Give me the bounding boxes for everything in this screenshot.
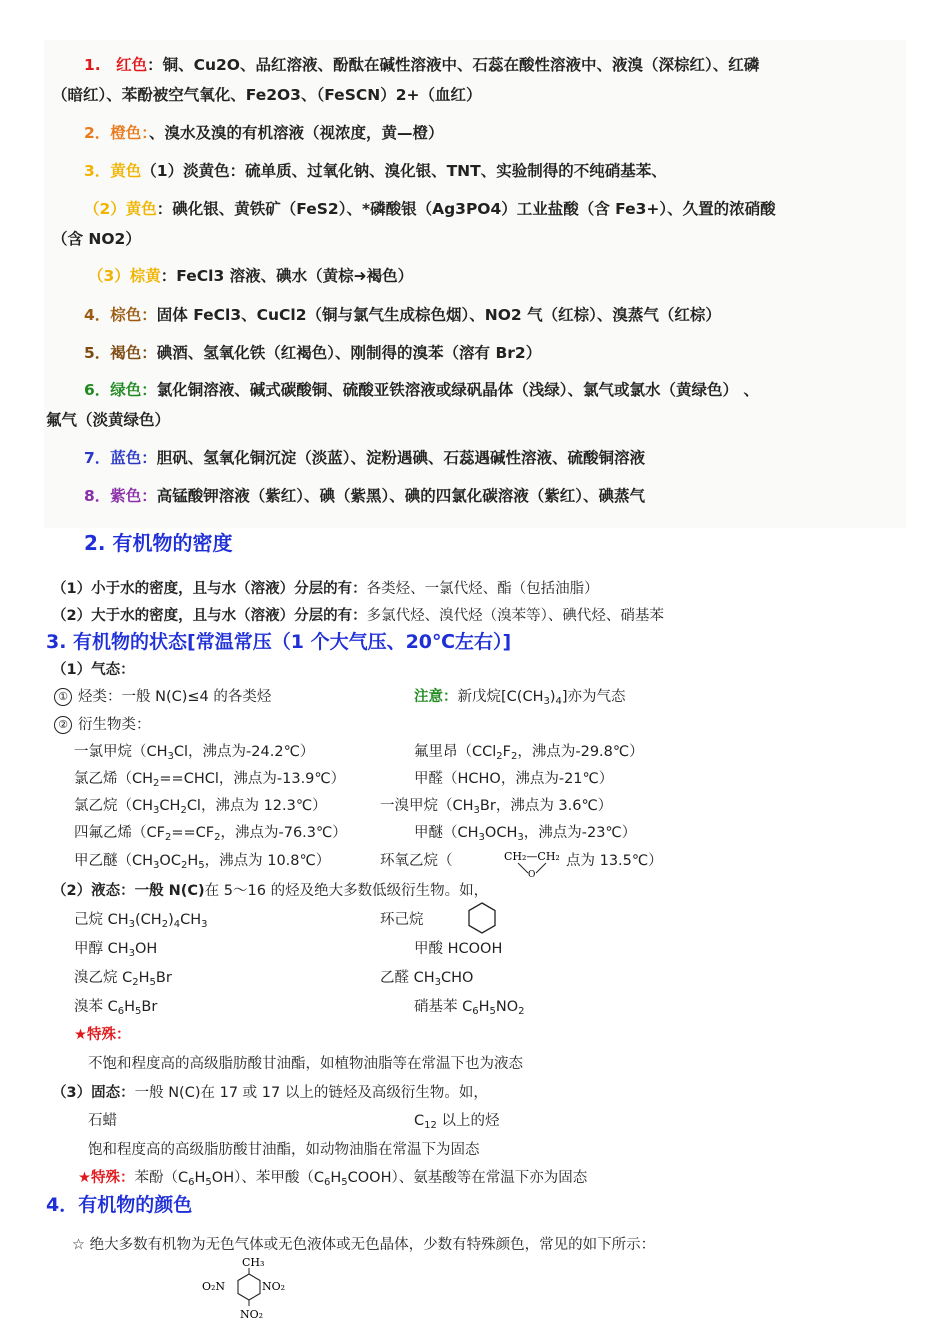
color-item-orange <box>84 121 444 143</box>
acetaldehyde-text: 乙醛 CH <box>380 970 435 986</box>
item-text: 胆矾、氢氧化铜沉淀（淡蓝）、淀粉遇碘、石蕊遇碱性溶液、硫酸铜溶液 <box>156 449 646 467</box>
color-item-yellow-2 <box>84 197 776 219</box>
note-text: 新戊烷[C(CH <box>457 689 544 705</box>
item-text: （1）淡黄色：硫单质、过氧化钠、溴化银、TNT、实验制得的不纯硝基苯、 <box>141 162 667 180</box>
color-item-yellow-2-cont: （含 NO2） <box>52 230 141 248</box>
liquid-bromobenzene: 溴苯 $C_6H_5Br$ <box>74 999 158 1017</box>
special-text: OH）、苯甲酸（C <box>211 1170 324 1186</box>
color-label-brownish-yellow: （3）棕黄 <box>88 267 161 285</box>
solid-saturated: 饱和程度高的高级脂肪酸甘油酯，如动物油脂在常温下为固态 <box>88 1142 480 1158</box>
density-text: 各类烃、一氯代烃、酯（包括油脂） <box>366 581 599 597</box>
ring-formula: CH₂—CH₂ <box>504 850 560 863</box>
item-text: 固体 FeCl3、CuCl2（铜与氯气生成棕色烟）、NO2 气（红棕）、溴蒸气（红棕） <box>156 306 721 324</box>
liquid-methanol: 甲醇 $CH_3OH$ <box>74 941 158 959</box>
color-label-yellow: 3．黄色 <box>84 162 142 180</box>
color-item-green <box>84 378 759 400</box>
solid-bold: （3）固态： <box>52 1085 135 1101</box>
color-label-red: 红色 <box>116 56 148 74</box>
color-label-dark-brown: 5．褐色： <box>84 344 157 362</box>
tnt-nitro-bottom: NO₂ <box>240 1308 264 1321</box>
note-text: ]亦为气态 <box>561 689 626 705</box>
special-text: 苯酚（C <box>134 1170 189 1186</box>
colorless-statement: ☆ 绝大多数有机物为无色气体或无色液体或无色晶体，少数有特殊颜色，常见的如下所示： <box>72 1237 656 1253</box>
color-item-purple <box>84 484 645 506</box>
gas-hydrocarbons <box>54 685 271 706</box>
item-text: ：FeCl3 溶液、碘水（黄棕➜褐色） <box>160 267 414 285</box>
tnt-nitro-left: O₂N <box>202 1280 226 1293</box>
c12-text: C <box>414 1113 425 1129</box>
density-label: （2）大于水的密度，且与水（溶液）分层的有： <box>52 608 367 624</box>
gas-ethylene-oxide <box>380 849 453 870</box>
subscript: 12 <box>424 1120 437 1131</box>
circle-number: ② <box>54 716 72 734</box>
gas-dimethyl-ether: 甲醚（$CH_3OCH_3$，沸点为-23℃） <box>414 825 637 843</box>
section-2-title: 2. 有机物的密度 <box>84 531 233 555</box>
subscript: 5 <box>205 1177 212 1188</box>
tnt-nitro-right: NO₂ <box>262 1280 286 1293</box>
ethylene-oxide-boiling: 点为 13.5℃） <box>566 853 663 869</box>
item-text: 高锰酸钾溶液（紫红）、碘（紫黑）、碘的四氯化碳溶液（紫红）、碘蒸气 <box>156 487 646 505</box>
density-label: （1）小于水的密度，且与水（溶液）分层的有： <box>52 581 367 597</box>
gas-chloromethane: 一氯甲烷（$CH_3Cl$，沸点为-24.2℃） <box>74 744 315 762</box>
solid-text: 一般 N(C)在 17 或 17 以上的链烃及高级衍生物。如， <box>134 1085 488 1101</box>
liquid-cyclohexane: 环己烷 <box>380 912 424 928</box>
subscript: 3 <box>543 696 550 707</box>
color-label-brown: 4．棕色： <box>84 306 157 324</box>
gas-freon: 氟里昂（$CCl_2F_2$，沸点为-29.8℃） <box>414 744 644 762</box>
bromobenzene-text: 溴苯 C <box>74 999 118 1015</box>
ring-bond <box>518 863 528 873</box>
color-item-green-cont: 氟气（淡黄绿色） <box>46 411 171 429</box>
tnt-methyl: CH₃ <box>242 1256 265 1269</box>
special-label: ★特殊： <box>78 1170 135 1186</box>
liquid-bromoethane: 溴乙烷 $C_2H_5Br$ <box>74 970 172 988</box>
cyclohexane-structure <box>466 900 498 936</box>
special-liquid-text: 不饱和程度高的高级脂肪酸甘油酯，如植物油脂等在常温下也为液态 <box>88 1056 523 1072</box>
item-text: 碘酒、氢氧化铁（红褐色）、刚制得的溴苯（溶有 Br2） <box>156 344 542 362</box>
item-text: 氯化铜溶液、碱式碳酸铜、硫酸亚铁溶液或绿矾晶体（浅绿）、氯气或氯水（黄绿色） 、 <box>156 381 759 399</box>
color-label-purple: 8．紫色： <box>84 487 157 505</box>
color-label-blue: 7．蓝色： <box>84 449 157 467</box>
tnt-structure <box>196 1254 296 1326</box>
note-text: ) <box>549 689 556 705</box>
nitrobenzene-text: 硝基苯 C <box>414 999 473 1015</box>
gas-chloroethane: 氯乙烷（$CH_3CH_2Cl$，沸点为 12.3℃） <box>74 798 327 816</box>
gas-vinyl-chloride: 氯乙烯（$CH_2==CHCl$，沸点为-13.9℃） <box>74 771 346 789</box>
color-item-brown <box>84 303 721 325</box>
cyclohexane-ring <box>469 903 495 933</box>
color-item-red-cont: （暗红）、苯酚被空气氧化、Fe2O3、（FeSCN）2+（血红） <box>52 86 482 104</box>
ring-bond <box>536 863 546 873</box>
liquid-label <box>52 879 488 900</box>
solid-special: ★特殊：苯酚$(C_6H_5OH)$、苯甲酸$(C_6H_5COOH)$、氨基酸等在常温下亦为固态 <box>78 1170 588 1188</box>
subscript: 4 <box>555 696 562 707</box>
c12-text: 以上的烃 <box>436 1113 500 1129</box>
color-item-yellow-1 <box>84 159 667 181</box>
liquid-bold: （2）液态：一般 N(C) <box>52 883 205 899</box>
methanol-text: 甲醇 CH <box>74 941 129 957</box>
color-item-red <box>84 53 759 75</box>
color-label-green: 6．绿色： <box>84 381 157 399</box>
item-text: ：碘化银、黄铁矿（FeS2）、*磷酸银（Ag3PO4）工业盐酸（含 Fe3+）、久置的浓硝酸 <box>156 200 776 218</box>
gas-formaldehyde: 甲醛（HCHO，沸点为-21℃） <box>414 771 614 787</box>
solid-label <box>52 1081 488 1102</box>
ethylene-oxide-structure <box>496 846 568 878</box>
gas-tetrafluoroethylene: 四氟乙烯（$CF_2==CF_2$，沸点为-76.3℃） <box>74 825 347 843</box>
gas-derivatives <box>54 713 151 734</box>
item-text: ：铜、Cu2O、品红溶液、酚酞在碱性溶液中、石蕊在酸性溶液中、液溴（深棕红）、红磷 <box>147 56 760 74</box>
derivative-text: 衍生物类： <box>78 717 151 733</box>
liquid-formic-acid: 甲酸 HCOOH <box>414 941 503 957</box>
gas-bromomethane: 一溴甲烷（$CH_3Br$，沸点为 3.6℃） <box>380 798 613 816</box>
color-item-blue <box>84 446 645 468</box>
subscript: 6 <box>188 1177 195 1188</box>
hydrocarbon-text: 烃类：一般 N(C)≤4 的各类烃 <box>78 689 272 705</box>
section-4-title: 4．有机物的颜色 <box>46 1194 193 1216</box>
color-label-yellow: （2）黄色 <box>84 200 157 218</box>
density-line-2 <box>52 604 664 625</box>
item-text: 、溴水及溴的有机溶液（视浓度，黄—橙） <box>149 124 444 142</box>
item-number: 1. <box>84 56 101 74</box>
gas-methyl-ethyl-ether: 甲乙醚（$CH_3OC_2H_5$，沸点为 10.8℃） <box>74 853 331 871</box>
solid-paraffin: 石蜡 <box>88 1113 117 1129</box>
ring-label: 环氧乙烷（ <box>380 853 453 869</box>
liquid-nitrobenzene: 硝基苯 $C_6H_5NO_2$ <box>414 999 525 1017</box>
special-label: ★特殊： <box>74 1027 131 1043</box>
tnt-ring <box>238 1274 260 1300</box>
section-3-title: 3. 有机物的状态[常温常压（1 个大气压、20℃左右）] <box>46 631 512 653</box>
density-text: 多氯代烃、溴代烃（溴苯等）、碘代烃、硝基苯 <box>366 608 664 624</box>
liquid-acetaldehyde: 乙醛 $CH_3CHO$ <box>380 970 474 988</box>
density-line-1 <box>52 577 599 598</box>
circle-number: ① <box>54 688 72 706</box>
gas-label: （1）气态： <box>52 662 135 678</box>
color-item-yellow-3 <box>88 264 413 286</box>
solid-c12 <box>414 1109 499 1130</box>
color-item-dark-brown <box>84 341 541 363</box>
bromoethane-text: 溴乙烷 C <box>74 970 133 986</box>
note-label: 注意： <box>414 689 458 705</box>
ring-oxygen: O <box>528 870 536 878</box>
gas-note <box>414 685 626 706</box>
liquid-text: 在 5～16 的烃及绝大多数低级衍生物。如， <box>204 883 489 899</box>
hexane-text: 己烷 CH <box>74 912 129 928</box>
color-label-orange: 2．橙色： <box>84 124 150 142</box>
liquid-hexane: 己烷 $CH_3(CH_2)_4CH_3$ <box>74 912 208 930</box>
special-text: COOH）、氨基酸等在常温下亦为固态 <box>347 1170 588 1186</box>
